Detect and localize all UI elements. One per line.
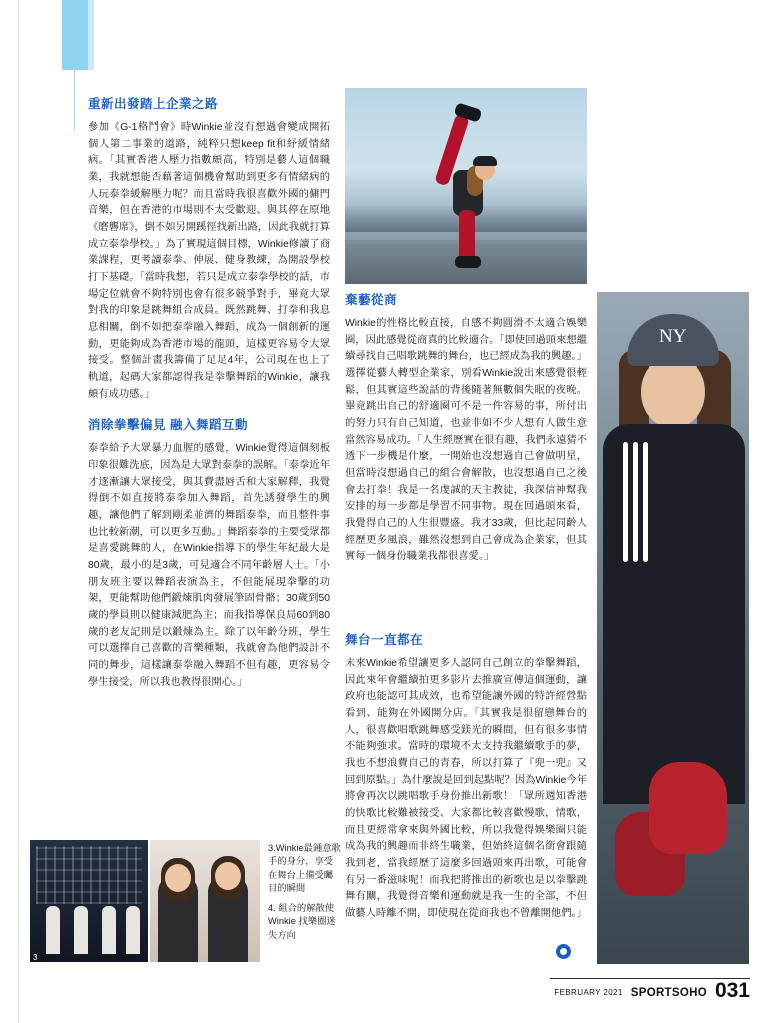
column-left xyxy=(88,96,330,697)
issue-date: FEBRUARY 2021 xyxy=(554,988,623,997)
section-body-3: Winkie的性格比較直接，自感不夠圓滑不太適合娛樂圈，因此感覺從商真的比較適合。「即使回過頭來想繼續尋找自己唱歌跳舞的舞台，也已經成為我的興趣。」選擇從藝人轉型企業家，別看Winkie說出來感覺很輕鬆，但其實這些說話的背後隨著無數個失眠的夜晚。畢竟跳出自己的舒適圈可不是一件容易的事，所付出的努力只有自己知道，也並非如不少人想有人做生意當然容易成功。「人生經歷實在很有趣，我們永遠猜不透下一步機是什麼，一開始也沒想過自己會做明星，但當時沒想過自己的組合會解散，也沒想過自己之後會去打拳！我是一名虔誠的天主教徒，我深信神幫我安排的每一步都是學習不同事物。現在回過頭來看，我覺得自己的人生很豐盛。我才33歲，但比起同齡人經歷更多風浪，雖然沒想到自己會成為企業家，但其實每一個身份職業我都很喜愛。」 xyxy=(345,317,587,563)
photo-number-badge: 3 xyxy=(33,953,38,962)
column-middle xyxy=(345,292,587,572)
section-body-2: 泰拳給予大眾暴力血腥的感覺，Winkie覺得這個刻板印象很難洗底，因為是大眾對泰拳的誤解。「泰拳近年才逐漸讓大眾接受，與其費盡唇舌和大家解釋，我覺得倒不如直接將泰拳加入舞蹈，首先誘發學生的興趣，讓他們了解到剛柔並濟的舞蹈泰拳，而且整件事也比較新潮，可以更多互動。」舞蹈泰拳的主要受眾都是喜愛跳舞的人，在Winkie指導下的學生年紀最大是80歲，最小的是3歲，可見適合不同年齡層人士。「小朋友班主要以舞蹈表演為主，不但能展現拳擊的功架，更能幫助他們鍛煉肌肉發展筆固骨骼；30歲到50歲的學員則以健康減肥為主；而我指導保良局60到80歲的老友記則是以鍛煉為主。除了以年齡分班，學生可以選擇自己喜歡的音樂種類，我就會為他們設計不同的舞步，這樣讓泰拳融入舞蹈不但有趣，更容易令學生接受，所以我也教得很開心。」 xyxy=(88,443,330,688)
photo-captions xyxy=(268,842,342,948)
photo-winkie-high-kick xyxy=(345,88,587,284)
stage-lighting xyxy=(36,846,142,904)
page-number: 031 xyxy=(714,979,750,1003)
caption-3: 3.Winkie最鍾意歌手的身分，享受在舞台上備受矚目的瞬間 xyxy=(268,843,341,894)
page-left-margin xyxy=(0,0,19,1023)
performer-4 xyxy=(126,906,140,954)
photo-group-portrait xyxy=(150,840,260,962)
sleeve-stripe-left-3 xyxy=(643,442,648,562)
page-footer xyxy=(554,979,750,1003)
end-of-article-logo-icon xyxy=(556,944,571,959)
accent-hairline xyxy=(74,70,75,130)
sleeve-stripe-left xyxy=(623,442,628,562)
column-right xyxy=(345,632,587,929)
section-body-1: 參加《G-1格鬥會》時Winkie並沒有想過會變成開拓個人第二事業的道路，純粹只想keep fit和紓緩情緒病。「其實香港人壓力指數頗高，特別是藝人這個職業，我就想能否藉著這個機會幫助到更多有情緒病的人玩泰拳緩解壓力呢？而且當時我很喜歡外國的傭門音樂，但在香港的市場則不太受歡迎、與其停在原地《磨礱席》，倒不如另開蹊徑找新出路，因此我就打算成立泰拳學校。」為了實現這個目標，Winkie修讀了商業課程，更考讀泰拳、伸展、健身教練，為開設學校打下基礎。「當時我想，若只是成立泰拳學校的話，市場定位就會不夠特別也會有很多競爭對手，畢竟大眾對我的印象是跳舞組合成員。既然跳舞、打拳和我息息相關，倒不如把泰拳融入舞蹈，成為一個創新的運動，更能夠成為香港市場的龍頭，這樣更容易令大眾接受。整個計畫我籌備了足足4年，公司現在也上了軌道，起碼大家都認得我是拳擊舞蹈的Winkie，讓我頗有成功感。」 xyxy=(88,121,330,400)
performer-2 xyxy=(74,906,88,954)
accent-band xyxy=(62,0,88,70)
section-heading-3: 棄藝從商 xyxy=(345,293,398,307)
photo-stage-performance xyxy=(30,840,148,962)
performer-1 xyxy=(46,906,60,954)
face xyxy=(641,356,705,428)
standing-shoe xyxy=(455,256,481,268)
member-2-head xyxy=(215,862,241,890)
section-body-4: 未來Winkie希望讓更多人認同自己創立的拳擊舞蹈，因此來年會繼續拍更多影片去推廣宣傳這個運動，讓政府也能認可其成效，也希望能讓外國的特許經營點看到、能夠在外國開分店。「其實我是很留戀舞台的人，很喜歡唱歌跳舞感受鎂光的瞬間，但有很多事情不能夠強求。當時的環境不太支持我繼續歌手的夢，我也不想浪費自己的青春，所以打算了『兜一兜』又回到原點。」為什麼說是回到起點呢？因為Winkie今年將會再次以跳唱歌手身份推出新歌！「眾所週知香港的快歌比較難被接受、大家都比較喜歡慢歌，情歌，而且更經常拿來與外國比較，所以我覺得娛樂圈只能成為我的興趣而非終生職業，但始終這個名銜會跟隨我到老，當我經歷了這麼多回過頭來再出歌，可能會有另一番滋味呢！而我把將推出的新歌也是以拳擊跳舞有關，我覺得音樂和運動就是我一生的全部，不但做藝人時離不開，即使現在從商我也不曾離開他們。」 xyxy=(345,657,587,919)
kicking-figure xyxy=(437,114,511,264)
boxing-glove-front xyxy=(649,762,727,854)
section-heading-1: 重新出發踏上企業之路 xyxy=(88,97,219,111)
accent-band-secondary xyxy=(88,0,94,70)
member-1-head xyxy=(165,864,191,892)
photo-winkie-portrait xyxy=(597,292,749,964)
section-heading-2: 消除拳擊偏見 融入舞蹈互動 xyxy=(88,418,248,433)
section-heading-4: 舞台一直都在 xyxy=(345,633,424,647)
performer-3 xyxy=(102,906,116,954)
standing-leg xyxy=(459,210,475,262)
cap-logo: NY xyxy=(659,326,687,347)
cap-icon xyxy=(473,156,497,166)
caption-4: 4. 組合的解散使Winkie 找樂圈迷失方向 xyxy=(268,902,336,940)
sleeve-stripe-left-2 xyxy=(633,442,638,562)
magazine-brand: SPORTSOHO xyxy=(630,987,707,999)
